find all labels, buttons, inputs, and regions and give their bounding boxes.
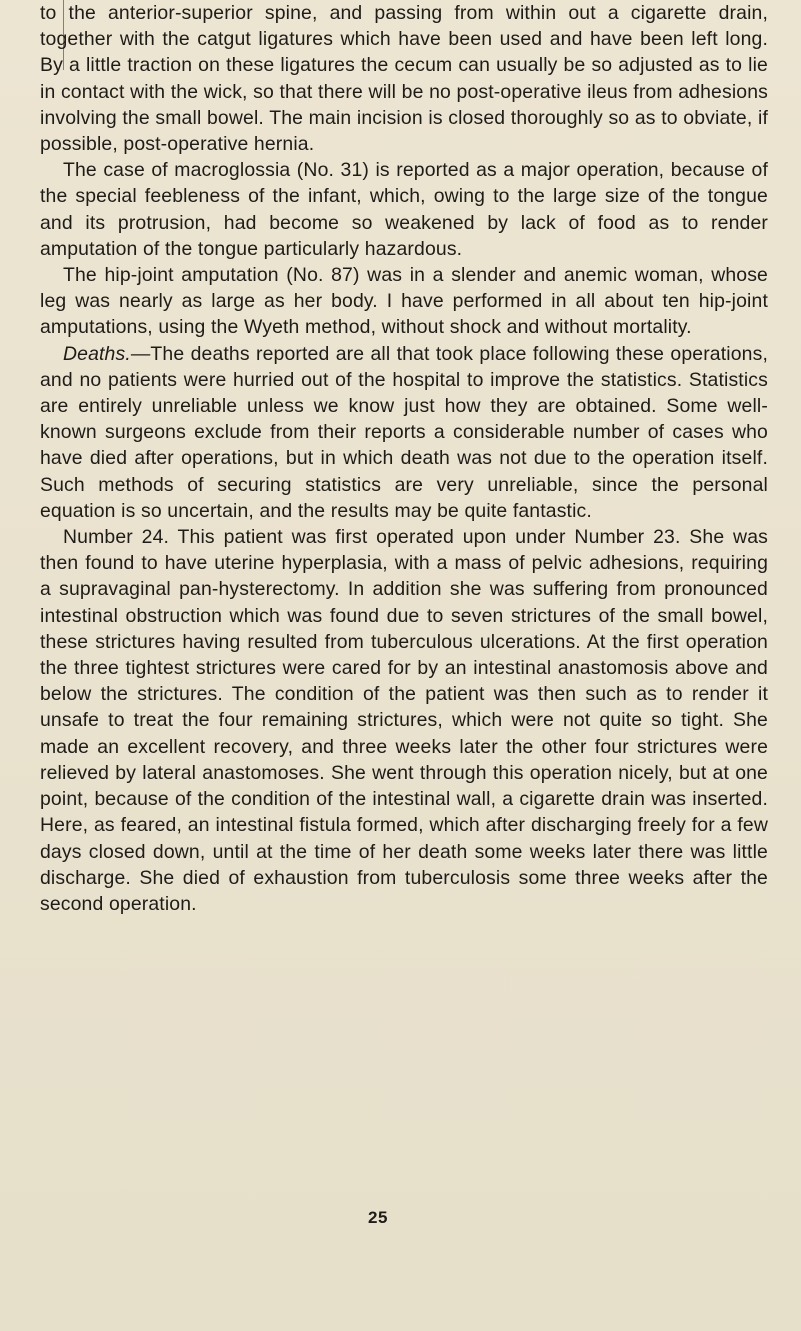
paragraph-deaths [40,341,768,524]
deaths-heading: Deaths. [63,342,131,365]
paragraph-hip-joint: The hip-joint amputation (No. 87) was in a slender and anemic woman, whose leg was nearly as large as her body. I have performed in all about ten hip-joint amputations, using the Wyeth method, without shock and without mortality. [40,264,768,339]
page-number: 25 [368,1208,388,1227]
paragraph-number-24: Number 24. This patient was first operated upon under Number 23. She was then found to have uterine hyperplasia, with a mass of pelvic adhesions, requiring a supravaginal pan-hysterectomy. In addition she was suffering from pronounced intestinal obstruction which was found due to seven strictures of the small bowel, these strictures having resulted from tuberculous ulcerations. At the first operation the three tightest strictures were cared for by an intestinal anastomosis above and below the strictures. The condition of the patient was then such as to render it unsafe to treat the four remaining strictures, which were not quite so tight. She made an excellent recovery, and three weeks later the other four strictures were relieved by lateral anastomoses. She went through this operation nicely, but at one point, because of the condition of the intestinal wall, a cigarette drain was inserted. Here, as feared, an intestinal fistula formed, which after discharging freely for a few days closed down, until at the time of her death some weeks later there was little discharge. She died of exhaustion from tuberculosis some three weeks after the second operation. [40,526,768,915]
body-text [40,0,768,917]
paragraph-macroglossia: The case of macroglossia (No. 31) is reported as a major operation, because of the special feebleness of the infant, which, owing to the large size of the tongue and its protrusion, had become so weakened by lack of food as to render amputation of the tongue particularly hazardous. [40,159,768,260]
deaths-text: —The deaths reported are all that took place following these operations, and no patients were hurried out of the hospital to improve the statistics. Statistics are entirely unreliable unless we know just how they are obtained. Some well-known surgeons exclude from their reports a considerable number of cases who have died after operations, but in which death was not due to the operation itself. Such methods of securing statistics are very unreliable, since the personal equation is so uncertain, and the results may be quite fantastic. [40,342,768,522]
paragraph-cecum-drain: to the anterior-superior spine, and passing from within out a cigarette drain, together with the catgut ligatures which have been used and have been left long. By a little traction on these ligatures the cecum can usually be so adjusted as to lie in contact with the wick, so that there will be no post-operative ileus from adhesions involving the small bowel. The main incision is closed thoroughly so as to obviate, if possible, post-operative hernia. [40,2,768,156]
